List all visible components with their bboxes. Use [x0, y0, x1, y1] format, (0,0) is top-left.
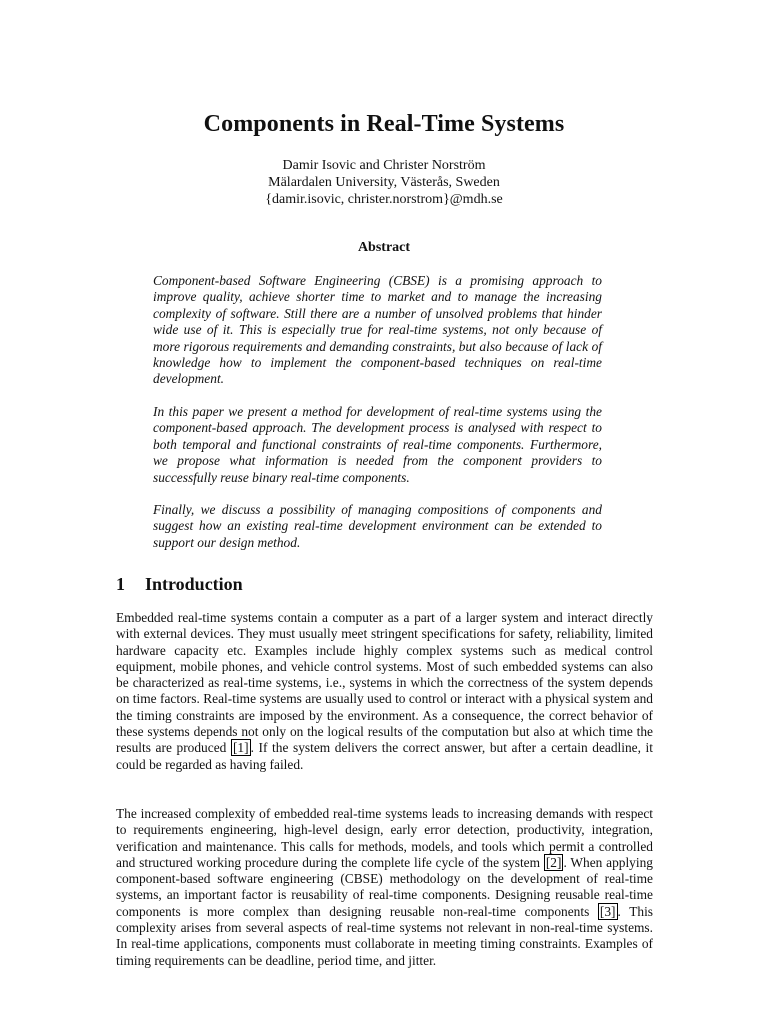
body-text: The increased complexity of embedded real-time systems leads to increasing demands with respect to requirements engineering, high-level design, early error detection, productivity, integration, verification and maintenance. This calls for methods, models, and tools which permit a controlled and structured working procedure during the complete life cycle of the system — [116, 806, 653, 870]
section-number: 1 — [116, 574, 125, 594]
citation-link[interactable]: [2] — [545, 854, 562, 870]
paper-title: Components in Real-Time Systems — [203, 111, 565, 137]
citation-link[interactable]: [3] — [599, 903, 616, 919]
body-text: . If the system delivers the correct answer, but after a certain deadline, it could be regarded as having failed. — [116, 740, 653, 772]
author-affiliation: Mälardalen University, Västerås, Sweden — [268, 175, 500, 190]
body-text: Embedded real-time systems contain a computer as a part of a larger system and interact directly with external devices. They must usually meet stringent specifications for safety, reliability, limited hardware capacity etc. Examples include highly complex systems such as medical control equipment, mobile phones, and vehicle control systems. Most of such embedded systems can also be characterized as real-time systems, i.e., systems in which the correctness of the system depends on time factors. Real-time systems are usually used to control or interact with a physical system and the timing constraints are imposed by the environment. As a consequence, the correct behavior of these systems depends not only on the logical results of the computation but also at which time the results are produced — [116, 610, 653, 756]
author-email: {damir.isovic, christer.norstrom}@mdh.se — [265, 192, 503, 207]
abstract-heading: Abstract — [357, 240, 411, 255]
citation-link[interactable]: [1] — [232, 740, 249, 756]
section-title: Introduction — [145, 574, 243, 594]
abstract-paragraph: Component-based Software Engineering (CBSE) is a promising approach to improve quality, achieve shorter time to market and to manage the increasing complexity of software. Still there are a number of unsolved problems that hinder wide use of it. This is especially true for real-time systems, not only because of more rigorous requirements and demanding constraints, but also because of lack of knowledge how to implement the component-based techniques on real-time development. — [153, 273, 602, 387]
author-block — [0, 157, 768, 208]
section-heading — [116, 574, 243, 595]
abstract-paragraph: Finally, we discuss a possibility of managing compositions of components and suggest how an existing real-time development environment can be extended to support our design method. — [153, 502, 602, 550]
body-paragraph — [116, 806, 653, 969]
author-names: Damir Isovic and Christer Norström — [282, 158, 486, 173]
body-text: . This complexity arises from several aspects of real-time systems not relevant in non-real-time systems. In real-time applications, components must collaborate in meeting timing constraints. Examples of timing requirements can be deadline, period time, and jitter. — [116, 903, 653, 968]
body-paragraph — [116, 610, 653, 773]
body-text: . When applying component-based software engineering (CBSE) methodology on the development of real-time systems, an important factor is reusability of real-time components. Designing reusable real-time components is more complex than designing reusable non-real-time components — [116, 854, 653, 919]
abstract-paragraph: In this paper we present a method for development of real-time systems using the component-based approach. The development process is analysed with respect to both temporal and functional constraints of real-time components. Furthermore, we propose what information is needed from the component providers to successfully reuse binary real-time components. — [153, 404, 602, 485]
